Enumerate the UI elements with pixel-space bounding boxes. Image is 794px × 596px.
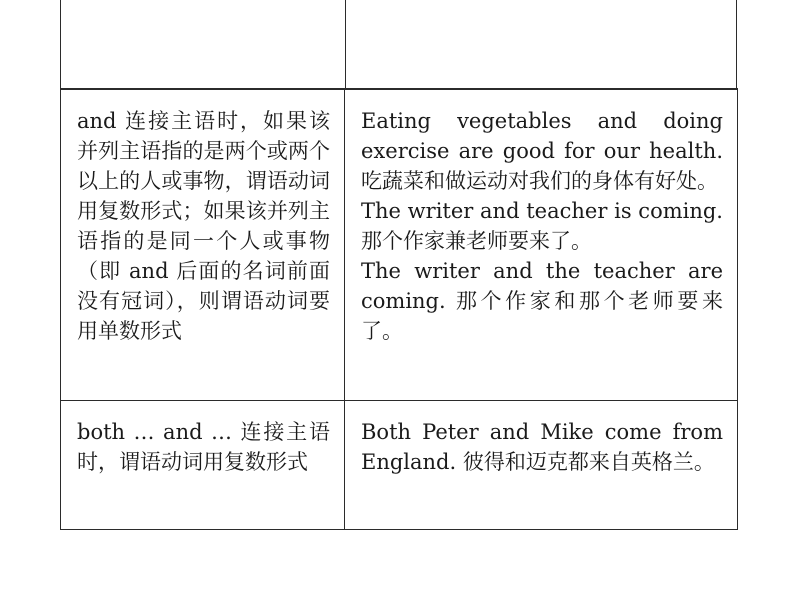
table-top-mid-stub <box>345 0 346 88</box>
rule-cell <box>61 401 345 530</box>
rule-text: both … and … 连接主语时，谓语动词用复数形式 <box>77 420 330 474</box>
rule-text: and 连接主语时，如果该并列主语指的是两个或两个以上的人或事物，谓语动词用复数形式；如果该并列主语指的是同一个人或事物（即 and 后面的名词前面没有冠词），则谓语动词要用单数形式 <box>77 109 330 343</box>
example-cell <box>345 89 738 401</box>
table-top-left-stub <box>60 0 61 88</box>
example-sentence: The writer and the teacher are coming. 那个作家和那个老师要来了。 <box>361 259 723 343</box>
example-sentence: The writer and teacher is coming. 那个作家兼老师要来了。 <box>361 199 723 253</box>
example-cell <box>345 401 738 530</box>
example-sentence: Both Peter and Mike come from England. 彼得和迈克都来自英格兰。 <box>361 420 723 474</box>
rule-cell <box>61 89 345 401</box>
example-sentence: Eating vegetables and doing exercise are good for our health. 吃蔬菜和做运动对我们的身体有好处。 <box>361 109 723 193</box>
table-row <box>61 89 738 401</box>
table-top-right-stub <box>736 0 737 88</box>
table-row <box>61 401 738 530</box>
grammar-table <box>60 88 738 530</box>
